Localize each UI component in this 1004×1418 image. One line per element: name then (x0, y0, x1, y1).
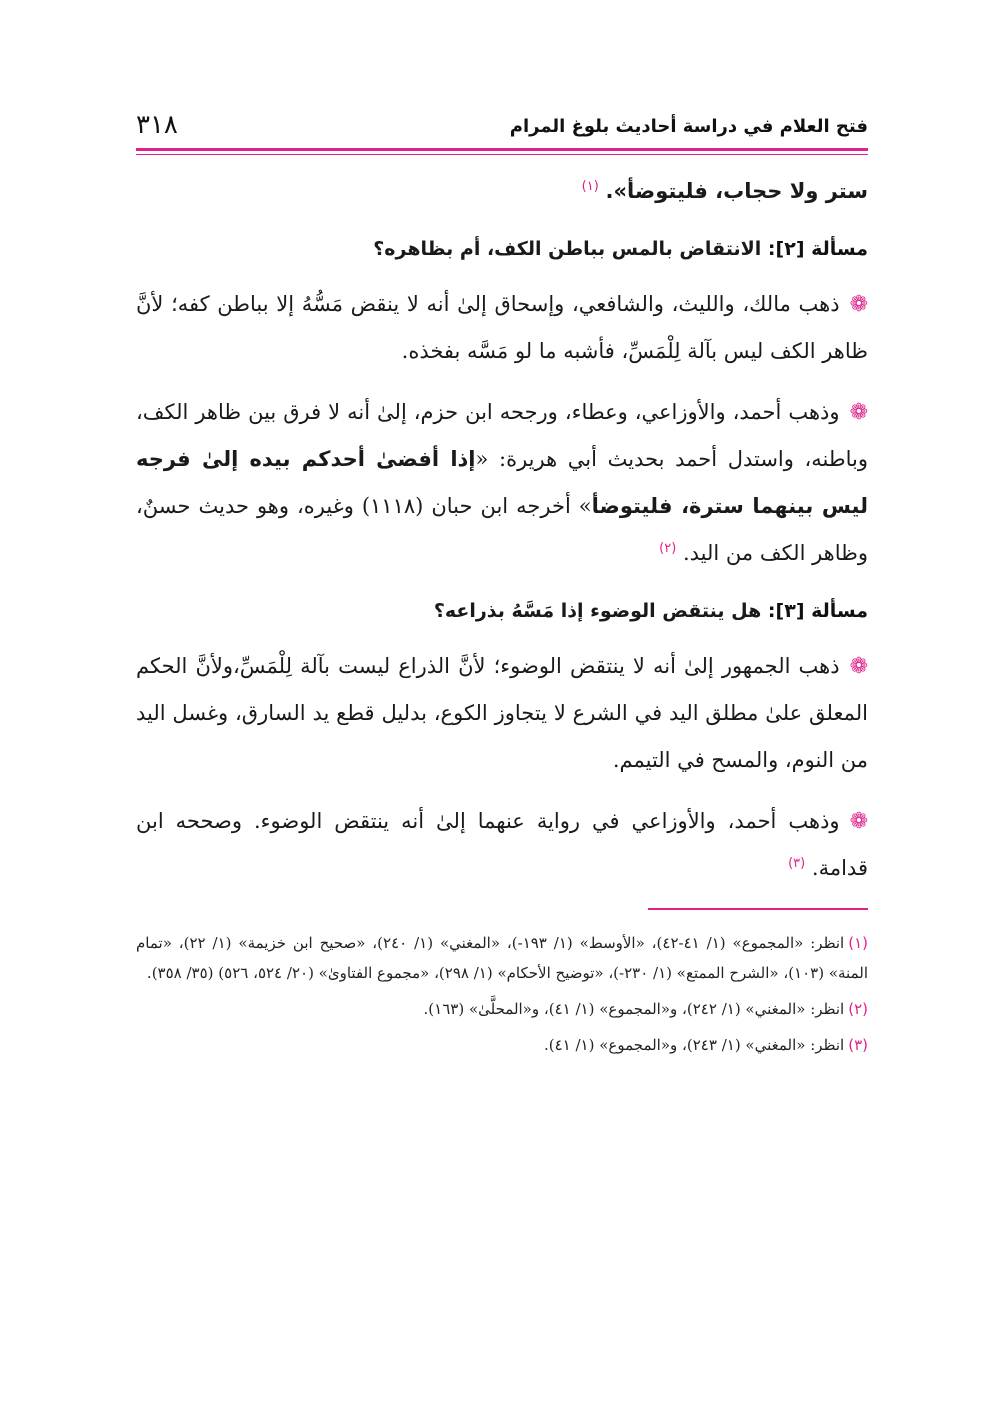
footnotes (136, 928, 868, 1060)
question-label: مسألة [٣]: (767, 600, 868, 622)
paragraph-text-a: وذهب أحمد، والأوزاعي، وعطاء، ورجحه ابن حزم، إلىٰ أنه لا فرق بين ظاهر الكف، وباطنه، واستدل أحمد بحديث أبي هريرة: « (136, 400, 868, 471)
page (136, 110, 868, 1360)
paragraph-text: وذهب أحمد، والأوزاعي في رواية عنهما إلىٰ أنه ينتقض الوضوء. وصححه ابن قدامة. (136, 809, 868, 880)
paragraph-text: ذهب مالك، والليث، والشافعي، وإسحاق إلىٰ أنه لا ينقض مَسُّهُ إلا بباطن كفه؛ لأنَّ ظاهر الكف ليس بآلة لِلْمَسِّ، فأشبه ما لو مَسَّه بفخذه. (136, 292, 868, 363)
footnote-number: (١) (848, 934, 868, 952)
question-text: هل ينتقض الوضوء إذا مَسَّهُ بذراعه؟ (433, 600, 768, 622)
footnote-3 (136, 1030, 868, 1060)
flower-ornament-icon: ❁ (849, 809, 868, 834)
flower-ornament-icon: ❁ (849, 400, 868, 425)
flower-ornament-icon: ❁ (849, 292, 868, 317)
question-heading-2 (136, 229, 868, 269)
paragraph-2 (136, 389, 868, 577)
main-content (136, 168, 868, 1066)
footnote-ref-1[interactable]: (١) (581, 179, 599, 194)
footnote-number: (٢) (848, 1000, 868, 1018)
footnote-1 (136, 928, 868, 988)
footnote-number: (٣) (848, 1036, 868, 1054)
paragraph-continuation (136, 168, 868, 215)
hadith-quote: إذا أفضىٰ أحدكم بيده إلىٰ فرجه ليس بينهما سترة، فليتوضأ (136, 447, 869, 518)
footnote-separator (648, 908, 868, 910)
footnote-2 (136, 994, 868, 1024)
paragraph-4 (136, 798, 868, 892)
book-title: فتح العلام في دراسة أحاديث بلوغ المرام (509, 116, 868, 137)
flower-ornament-icon: ❁ (849, 654, 868, 679)
question-heading-3 (136, 591, 868, 631)
hadith-ending: ستر ولا حجاب، فليتوضأ». (605, 179, 868, 203)
question-label: مسألة [٢]: (767, 238, 868, 260)
footnote-text: انظر: «المغني» (١/ ٢٤٣)، و«المجموع» (١/ ٤١). (543, 1036, 845, 1054)
paragraph-3 (136, 643, 868, 784)
page-header (136, 110, 868, 146)
paragraph-text: ذهب الجمهور إلىٰ أنه لا ينتقض الوضوء؛ لأنَّ الذراع ليست بآلة لِلْمَسِّ،ولأنَّ الحكم المعلق علىٰ مطلق اليد في الشرع لا يتجاوز الكوع، بدليل قطع يد السارق، وغسل اليد من النوم، والمسح في التيمم. (136, 654, 868, 772)
header-rule-thick (136, 148, 868, 151)
footnote-ref-3[interactable]: (٣) (788, 856, 806, 871)
question-text: الانتقاض بالمس بباطن الكف، أم بظاهره؟ (373, 238, 768, 260)
paragraph-text-b: » أخرجه ابن حبان (١١١٨) وغيره، وهو حديث حسنٌ، وظاهر الكف من اليد. (136, 494, 868, 565)
page-number: ٣١٨ (136, 110, 178, 140)
paragraph-1 (136, 281, 868, 375)
footnote-text: انظر: «المجموع» (١/ ٤١-٤٢)، «الأوسط» (١/ ١٩٣-)، «المغني» (١/ ٢٤٠)، «صحيح ابن خزيمة» (١/ ٢٢)، «تمام المنة» (١٠٣)، «الشرح الممتع» (١/ ٢٣٠-)، «توضيح الأحكام» (١/ ٢٩٨)، «مجموع الفتاوىٰ» (٢٠/ ٥٢٤، ٥٢٦) (٣٥/ ٣٥٨). (136, 934, 868, 982)
footnote-text: انظر: «المغني» (١/ ٢٤٢)، و«المجموع» (١/ ٤١)، و«المحلَّىٰ» (١٦٣). (423, 1000, 845, 1018)
footnote-ref-2[interactable]: (٢) (659, 541, 677, 556)
header-rule-thin (136, 154, 868, 155)
